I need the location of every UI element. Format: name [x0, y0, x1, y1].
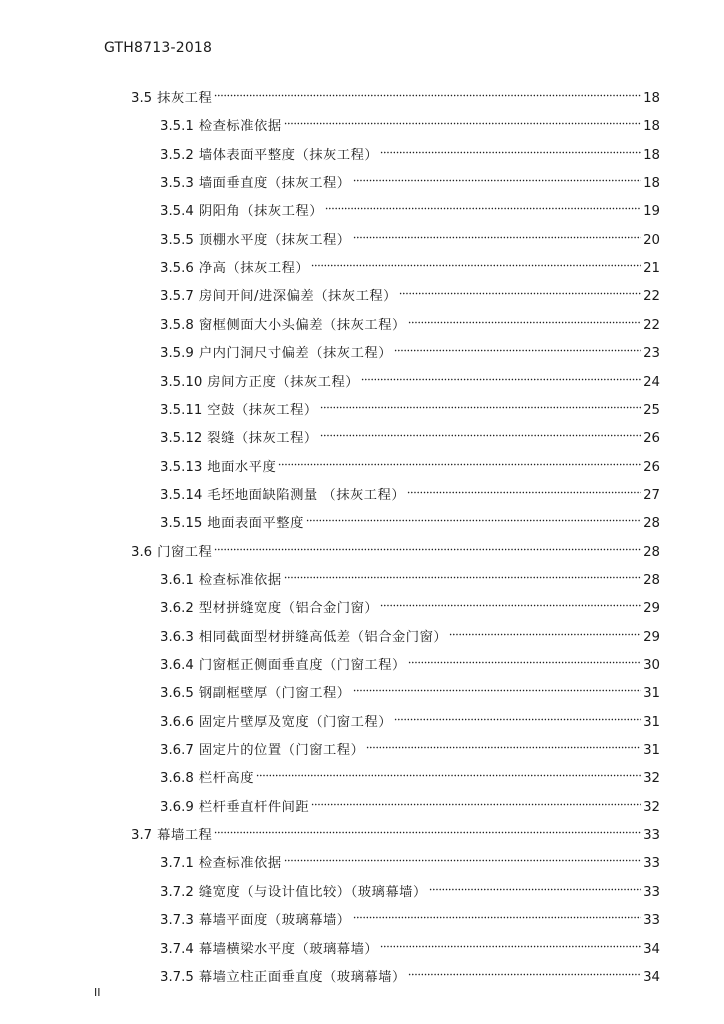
toc-section-title: 墙体表面平整度（抹灰工程） [198, 147, 379, 163]
toc-dot-leader [284, 562, 641, 584]
toc-section-title: 阴阳角（抹灰工程） [198, 204, 324, 220]
toc-section-title: 检查标准依据 [198, 856, 282, 872]
toc-section-title: 检查标准依据 [198, 119, 282, 135]
toc-entry[interactable] [160, 931, 660, 957]
toc-dot-leader [306, 505, 641, 527]
toc-entry[interactable] [131, 817, 660, 844]
toc-section-number: 3.5.6 [160, 261, 194, 277]
toc-page-number: 26 [643, 431, 660, 447]
toc-section-number: 3.5.2 [160, 147, 194, 163]
toc-dot-leader [449, 619, 641, 641]
toc-entry[interactable] [160, 760, 660, 787]
toc-dot-leader [320, 392, 641, 414]
toc-page-number: 30 [643, 658, 660, 673]
toc-entry[interactable] [160, 193, 660, 220]
toc-page-number: 18 [643, 91, 660, 106]
toc-page-number: 27 [643, 487, 660, 503]
toc-section-number: 3.5.8 [160, 317, 194, 333]
toc-entry[interactable] [160, 562, 660, 588]
toc-entry[interactable] [160, 307, 660, 333]
toc-section-number: 3.6.6 [160, 714, 194, 730]
toc-entry[interactable] [160, 704, 660, 730]
toc-section-number: 3.6.8 [160, 771, 194, 787]
toc-entry[interactable] [160, 619, 660, 645]
toc-section-title: 毛坯地面缺陷测量 （抹灰工程） [207, 487, 406, 503]
toc-section-number: 3.5.14 [160, 487, 203, 503]
toc-entry[interactable] [160, 789, 660, 815]
toc-dot-leader [214, 80, 641, 102]
toc-section-title: 缝宽度（与设计值比较）（玻璃幕墙） [198, 884, 427, 900]
toc-dot-leader [399, 278, 641, 300]
toc-entry[interactable] [131, 534, 660, 560]
toc-dot-leader [311, 250, 641, 272]
toc-entry[interactable] [160, 959, 660, 985]
toc-dot-leader [394, 335, 641, 357]
toc-section-number: 3.5.5 [160, 232, 194, 248]
toc-page-number: 18 [643, 176, 660, 192]
toc-section-title: 户内门洞尺寸偏差（抹灰工程） [198, 346, 392, 362]
toc-page-number: 29 [643, 629, 660, 645]
toc-page-number: 31 [643, 743, 660, 759]
toc-section-title: 墙面垂直度（抹灰工程） [198, 176, 351, 192]
toc-section-number: 3.6.1 [160, 572, 194, 588]
toc-section-number: 3.5.11 [160, 402, 203, 418]
toc-section-title: 栏杆高度 [198, 771, 255, 787]
toc-section-title: 幕墙横梁水平度（玻璃幕墙） [198, 941, 379, 957]
toc-section-number: 3.5.10 [160, 374, 203, 390]
toc-section-number: 3.5.3 [160, 176, 194, 192]
toc-page-number: 34 [643, 969, 660, 985]
toc-entry[interactable] [160, 902, 660, 929]
toc-dot-leader [380, 931, 641, 953]
toc-section-title: 钢副框壁厚（门窗工程） [198, 686, 351, 702]
toc-entry[interactable] [160, 222, 660, 248]
toc-page-number: 24 [643, 374, 660, 390]
toc-entry[interactable] [160, 335, 660, 362]
toc-page-number: 33 [643, 828, 660, 844]
toc-page-number: 32 [643, 771, 660, 787]
toc-dot-leader [361, 364, 641, 386]
toc-page-number: 33 [643, 884, 660, 900]
toc-section-title: 净高（抹灰工程） [198, 261, 310, 277]
toc-entry[interactable] [160, 278, 660, 305]
toc-dot-leader [284, 845, 641, 867]
toc-section-title: 顶棚水平度（抹灰工程） [198, 232, 351, 248]
toc-dot-leader [320, 420, 641, 442]
toc-entry[interactable] [131, 80, 660, 106]
toc-section-title: 型材拼缝宽度（铝合金门窗） [198, 601, 379, 617]
toc-page-number: 22 [643, 289, 660, 305]
toc-section-number: 3.7.3 [160, 913, 194, 929]
toc-entry[interactable] [160, 874, 660, 900]
toc-section-number: 3.5.13 [160, 459, 203, 475]
toc-page-number: 26 [643, 459, 660, 475]
toc-page-number: 29 [643, 601, 660, 617]
toc-section-title: 幕墙立柱正面垂直度（玻璃幕墙） [198, 969, 406, 985]
toc-section-title: 固定片的位置（门窗工程） [198, 743, 365, 759]
toc-dot-leader [407, 477, 641, 499]
toc-section-number: 3.7.5 [160, 969, 194, 985]
toc-section-title: 检查标准依据 [198, 572, 282, 588]
toc-dot-leader [214, 534, 641, 556]
toc-section-number: 3.5.4 [160, 204, 194, 220]
document-code: GTH8713-2018 [104, 40, 213, 56]
toc-dot-leader [408, 959, 641, 981]
page-number: II [94, 986, 101, 999]
toc-dot-leader [311, 789, 641, 811]
toc-entry[interactable] [160, 477, 660, 503]
toc-entry[interactable] [160, 250, 660, 277]
toc-section-title: 固定片壁厚及宽度（门窗工程） [198, 714, 392, 730]
toc-section-number: 3.6.2 [160, 601, 194, 617]
toc-entry[interactable] [160, 505, 660, 532]
toc-page-number: 18 [643, 147, 660, 163]
toc-section-title: 房间开间/进深偏差（抹灰工程） [198, 289, 397, 305]
toc-section-number: 3.6.4 [160, 658, 194, 673]
toc-page-number: 18 [643, 119, 660, 135]
toc-section-title: 地面水平度 [207, 459, 277, 475]
toc-dot-leader [366, 732, 641, 754]
toc-entry[interactable] [160, 392, 660, 418]
toc-dot-leader [284, 108, 641, 130]
toc-entry[interactable] [160, 420, 660, 447]
toc-dot-leader [394, 704, 641, 726]
toc-dot-leader [380, 590, 641, 612]
toc-section-title: 门窗框正侧面垂直度（门窗工程） [198, 658, 406, 673]
toc-section-number: 3.5.9 [160, 346, 194, 362]
toc-dot-leader [353, 675, 641, 697]
toc-entry[interactable] [160, 108, 660, 135]
toc-section-title: 幕墙平面度（玻璃幕墙） [198, 913, 351, 929]
toc-page-number: 25 [643, 402, 660, 418]
toc-section-title: 幕墙工程 [157, 828, 213, 844]
toc-dot-leader [380, 137, 641, 159]
toc-section-title: 裂缝（抹灰工程） [207, 431, 318, 447]
toc-section-title: 房间方正度（抹灰工程） [207, 374, 360, 390]
toc-section-title: 地面表面平整度 [207, 516, 304, 532]
toc-page-number: 28 [643, 516, 660, 532]
toc-page-number: 33 [643, 856, 660, 872]
toc-section-number: 3.5.7 [160, 289, 194, 305]
toc-section-title: 栏杆垂直杆件间距 [198, 799, 310, 815]
toc-section-number: 3.7.4 [160, 941, 194, 957]
toc-dot-leader [429, 874, 641, 896]
toc-section-number: 3.6.9 [160, 799, 194, 815]
toc-section-number: 3.5.15 [160, 516, 203, 532]
toc-entry[interactable] [160, 590, 660, 617]
toc-page-number: 28 [643, 544, 660, 560]
toc-page-number: 34 [643, 941, 660, 957]
toc-entry[interactable] [160, 449, 660, 475]
toc-page-number: 21 [643, 261, 660, 277]
toc-section-number: 3.5.1 [160, 119, 194, 135]
toc-section-number: 3.7 [131, 828, 153, 844]
toc-entry[interactable] [160, 845, 660, 872]
toc-page-number: 31 [643, 714, 660, 730]
toc-section-title: 相同截面型材拼缝高低差（铝合金门窗） [198, 629, 448, 645]
toc-dot-leader [278, 449, 641, 471]
toc-section-number: 3.5 [131, 91, 153, 106]
toc-dot-leader [408, 307, 641, 329]
toc-entry[interactable] [160, 732, 660, 759]
toc-section-number: 3.6 [131, 544, 153, 560]
toc-page-number: 31 [643, 686, 660, 702]
toc-section-title: 空鼓（抹灰工程） [207, 402, 318, 418]
toc-section-number: 3.7.1 [160, 856, 194, 872]
toc-entry[interactable] [160, 647, 660, 673]
toc-page-number: 19 [643, 204, 660, 220]
toc-page-number: 20 [643, 232, 660, 248]
toc-dot-leader [214, 817, 641, 839]
toc-dot-leader [353, 165, 641, 187]
toc-entry[interactable] [160, 675, 660, 702]
toc-section-title: 窗框侧面大小头偏差（抹灰工程） [198, 317, 406, 333]
toc-page-number: 28 [643, 572, 660, 588]
toc-page-number: 23 [643, 346, 660, 362]
toc-section-number: 3.6.3 [160, 629, 194, 645]
toc-dot-leader [408, 647, 641, 669]
toc-page-number: 33 [643, 913, 660, 929]
toc-section-title: 抹灰工程 [157, 91, 213, 106]
toc-section-number: 3.6.7 [160, 743, 194, 759]
toc-section-number: 3.5.12 [160, 431, 203, 447]
toc-page-number: 32 [643, 799, 660, 815]
toc-entry[interactable] [160, 364, 660, 390]
toc-entry[interactable] [160, 137, 660, 163]
toc-dot-leader [353, 222, 641, 244]
toc-dot-leader [353, 902, 641, 924]
toc-section-number: 3.6.5 [160, 686, 194, 702]
toc-section-number: 3.7.2 [160, 884, 194, 900]
toc-section-title: 门窗工程 [157, 544, 213, 560]
toc-page-number: 22 [643, 317, 660, 333]
toc-dot-leader [256, 760, 641, 782]
toc-dot-leader [325, 193, 641, 215]
toc-entry[interactable] [160, 165, 660, 192]
